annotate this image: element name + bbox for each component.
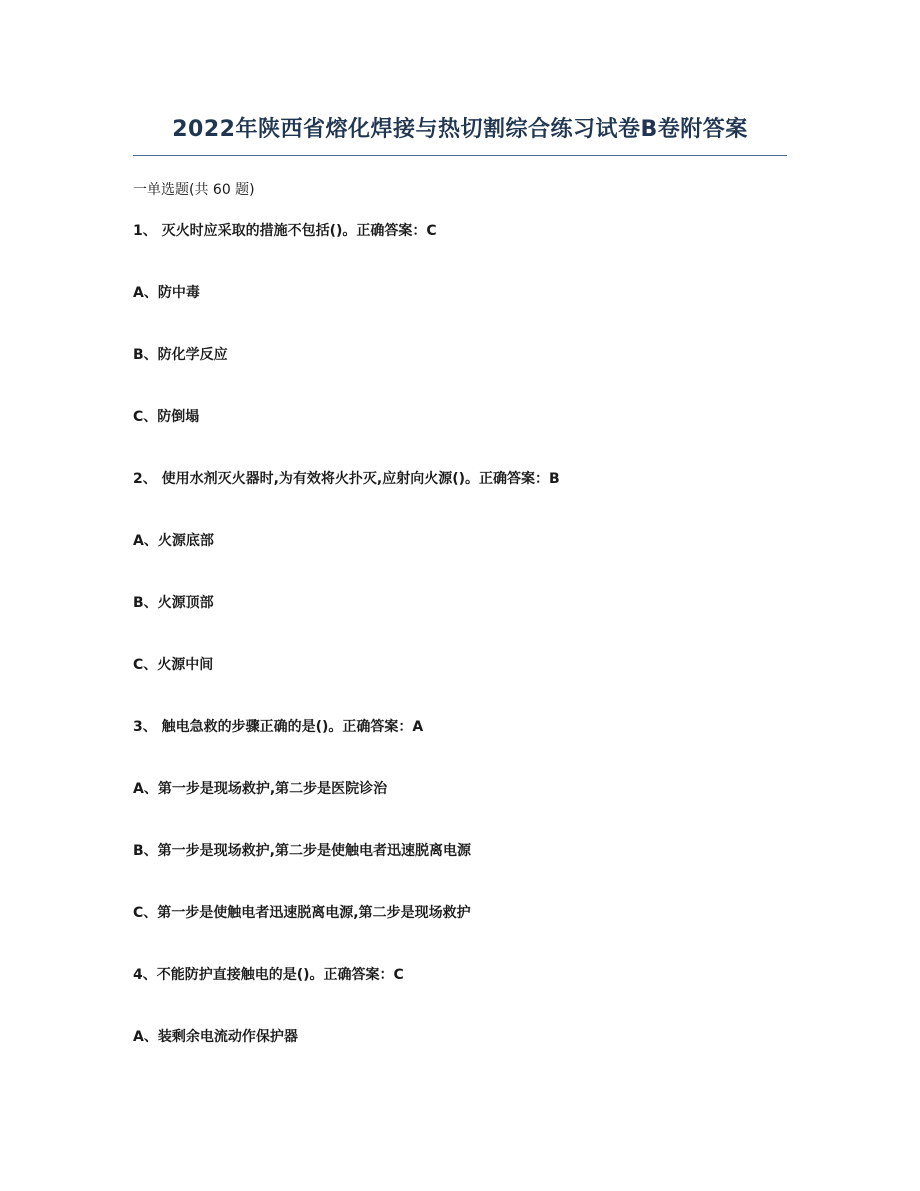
option-1a: A、防中毒 xyxy=(133,285,200,301)
option-1c: C、防倒塌 xyxy=(133,409,200,425)
option-3a: A、第一步是现场救护,第二步是医院诊治 xyxy=(133,781,388,797)
question-3: 3、 触电急救的步骤正确的是()。正确答案：A xyxy=(133,719,424,735)
question-4: 4、不能防护直接触电的是()。正确答案：C xyxy=(133,967,404,983)
title-divider xyxy=(133,155,787,156)
option-4a: A、装剩余电流动作保护器 xyxy=(133,1029,298,1045)
question-1: 1、 灭火时应采取的措施不包括()。正确答案：C xyxy=(133,223,437,239)
option-2a: A、火源底部 xyxy=(133,533,214,549)
option-1b: B、防化学反应 xyxy=(133,347,228,363)
option-2c: C、火源中间 xyxy=(133,657,214,673)
option-3b: B、第一步是现场救护,第二步是使触电者迅速脱离电源 xyxy=(133,843,471,859)
section-heading: 一单选题(共 60 题) xyxy=(133,182,255,198)
document-title: 2022年陕西省熔化焊接与热切割综合练习试卷B卷附答案 xyxy=(172,117,748,142)
option-2b: B、火源顶部 xyxy=(133,595,214,611)
option-3c: C、第一步是使触电者迅速脱离电源,第二步是现场救护 xyxy=(133,905,471,921)
question-2: 2、 使用水剂灭火器时,为有效将火扑灭,应射向火源()。正确答案：B xyxy=(133,471,560,487)
